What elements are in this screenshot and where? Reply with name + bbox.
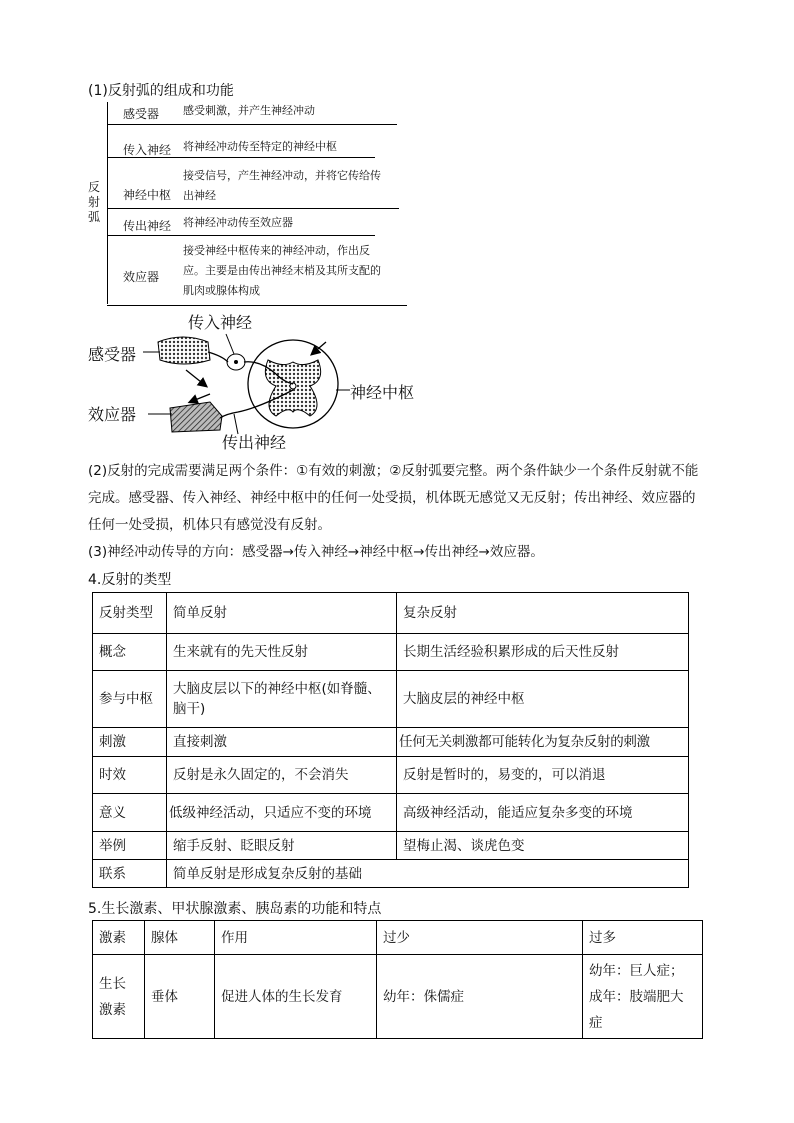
section-title: (1)反射弧的组成和功能	[88, 83, 234, 99]
table-row: 生长激素 垂体 促进人体的生长发育 幼年：侏儒症 幼年：巨人症；成年：肢端肥大症	[93, 955, 703, 1039]
arc-row-desc: 感受刺激，并产生神经冲动	[183, 104, 315, 117]
efferent-label: 传出神经	[222, 433, 287, 452]
arc-row-desc: 将神经冲动传至特定的神经中枢	[183, 140, 337, 153]
arc-row-name: 传入神经	[123, 143, 172, 157]
section-title: 4.反射的类型	[88, 572, 172, 588]
paragraph-direction: (3)神经冲动传导的方向：感受器→传入神经→神经中枢→传出神经→效应器。	[88, 544, 544, 560]
reflex-arc-table	[85, 100, 395, 310]
divider	[107, 305, 407, 306]
table-row: 概念 生来就有的先天性反射 长期生活经验积累形成的后天性反射	[93, 634, 689, 671]
bracket-line	[107, 102, 108, 304]
divider	[107, 235, 375, 236]
section-title: 5.生长激素、甲状腺激素、胰岛素的功能和特点	[88, 901, 382, 917]
table-row: 举例 缩手反射、眨眼反射 望梅止渴、谈虎色变	[93, 832, 689, 860]
table-row: 时效 反射是永久固定的，不会消失 反射是暂时的，易变的，可以消退	[93, 757, 689, 794]
arrow	[186, 370, 206, 386]
table-row: 联系 简单反射是形成复杂反射的基础	[93, 860, 689, 888]
arc-row-name: 效应器	[123, 270, 160, 284]
arc-row-name: 传出神经	[123, 219, 172, 233]
table-header-row: 激素 腺体 作用 过少 过多	[93, 921, 703, 955]
arc-row-name: 神经中枢	[123, 188, 172, 202]
paragraph-conditions: (2)反射的完成需要满足两个条件：①有效的刺激；②反射弧要完整。两个条件缺少一个条件反射就不能完成。感受器、传入神经、神经中枢中的任何一处受损，机体既无感觉又无反射；传出神经、效应器的任何一处受损，机体只有感觉没有反射。	[88, 463, 699, 533]
receptor-shape	[158, 337, 210, 364]
arrow	[190, 394, 210, 402]
effector-shape	[170, 402, 222, 432]
table-row: 参与中枢 大脑皮层以下的神经中枢(如脊髓、脑干) 大脑皮层的神经中枢	[93, 671, 689, 728]
table-row: 意义 低级神经活动，只适应不变的环境 高级神经活动，能适应复杂多变的环境	[93, 794, 689, 832]
afferent-pointer	[226, 334, 234, 354]
table-header-row: 反射类型 简单反射 复杂反射	[93, 593, 689, 634]
afferent-label: 传入神经	[188, 313, 253, 332]
arc-row-desc: 接受信号，产生神经冲动，并将它传给传出神经	[183, 169, 381, 202]
arc-row-desc: 接受神经中枢传来的神经冲动，作出反应。主要是由传出神经末梢及其所支配的肌肉或腺体构成	[183, 244, 381, 297]
divider	[107, 124, 397, 125]
arc-row-name: 感受器	[123, 107, 160, 121]
divider	[107, 208, 399, 209]
arc-row-desc: 将神经冲动传至效应器	[183, 216, 293, 229]
table-row: 刺激 直接刺激 任何无关刺激都可能转化为复杂反射的刺激	[93, 728, 689, 757]
hormones-table	[92, 920, 703, 1039]
receptor-label: 感受器	[88, 345, 137, 364]
center-label: 神经中枢	[350, 383, 415, 402]
reflex-arc-diagram	[88, 312, 438, 458]
reflex-types-table	[92, 592, 689, 888]
arc-label: 反 射 弧	[87, 180, 100, 224]
effector-label: 效应器	[88, 405, 137, 424]
